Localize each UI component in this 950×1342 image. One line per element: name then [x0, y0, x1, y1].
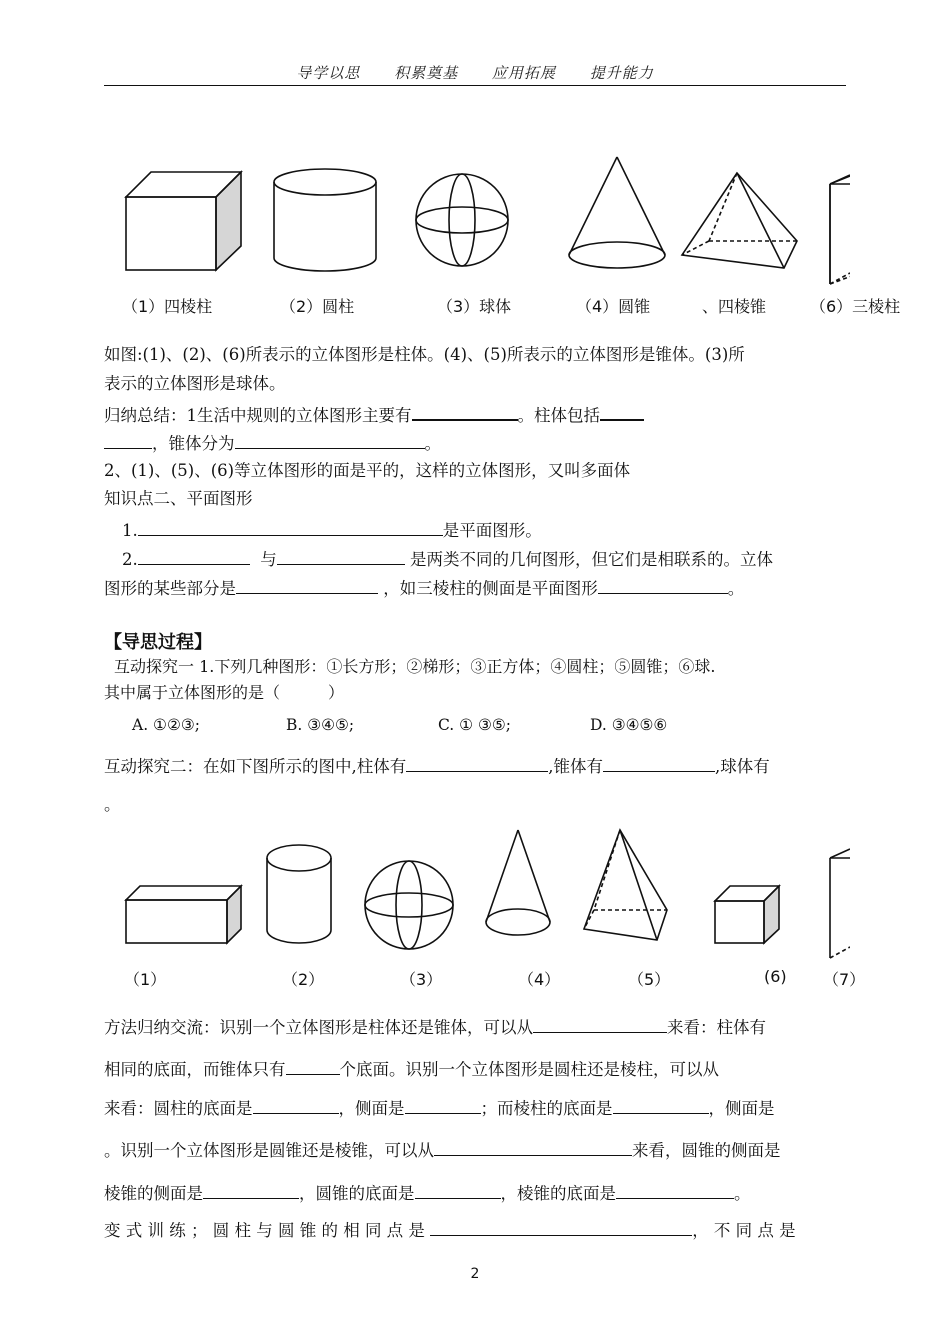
blank-main-solids[interactable]	[412, 401, 518, 421]
blank-pyramid-base[interactable]	[616, 1180, 734, 1199]
sphere-figure-2	[365, 861, 453, 949]
figure-label-3: （3）球体	[437, 297, 512, 316]
header-item-4: 提升能力	[589, 64, 654, 82]
option-a[interactable]: A. ①②③;	[132, 716, 200, 734]
page-number: 2	[470, 1266, 480, 1282]
blank-prisms[interactable]	[406, 753, 548, 772]
method-text-5d: 。	[734, 1184, 751, 1203]
figure-label-2: （2）圆柱	[280, 297, 355, 316]
blank-prism-base[interactable]	[613, 1095, 709, 1114]
blank-similarities[interactable]	[430, 1217, 692, 1236]
summary-text-a: 归纳总结：1生活中规则的立体图形主要有	[104, 406, 412, 425]
figure2-label-7: （7）	[823, 970, 866, 989]
option-d[interactable]: D. ③④⑤⑥	[590, 716, 668, 734]
blank-cone-types[interactable]	[235, 430, 425, 449]
blank-cone-base-count[interactable]	[286, 1056, 340, 1075]
tall-cylinder-figure	[267, 845, 331, 943]
figure2-label-4: （4）	[518, 970, 561, 989]
figure-label-4: （4）圆锥	[576, 297, 651, 316]
blank-prisms-include[interactable]	[600, 401, 644, 421]
summary-line-1	[104, 401, 644, 428]
blank-cylinder-side[interactable]	[405, 1095, 481, 1114]
rectangular-box-figure	[126, 886, 241, 943]
option-b[interactable]: B. ③④⑤;	[286, 716, 355, 734]
question-1-line-2: 其中属于立体图形的是（ ）	[104, 683, 345, 702]
small-box-figure	[715, 886, 779, 943]
cone-figure-2	[486, 830, 550, 935]
summary-line-2	[104, 430, 441, 456]
kp2-item-2-cont-a: 图形的某些部分是	[104, 579, 236, 598]
method-text-5b: ，圆锥的底面是	[299, 1184, 415, 1203]
knowledge-point-2-title: 知识点二、平面图形	[104, 489, 253, 508]
method-line-2	[104, 1056, 719, 1082]
method-text-2b: 个底面。识别一个立体图形是圆柱还是棱柱，可以从	[339, 1060, 719, 1079]
blank-cylinder-base[interactable]	[253, 1095, 339, 1114]
quadrangular-prism-figure	[126, 172, 241, 270]
pyramid-figure	[682, 173, 797, 268]
cylinder-figure	[274, 169, 376, 271]
blank-plane-figure-example[interactable]	[598, 575, 728, 594]
method-line-6	[104, 1217, 796, 1243]
blank-figure-type-b[interactable]	[277, 546, 405, 565]
question-2-text-b: ,锥体有	[548, 757, 603, 776]
figure2-label-5: （5）	[628, 970, 671, 989]
question-2-text-c: ,球体有	[715, 757, 770, 776]
method-line-5	[104, 1180, 751, 1206]
blank-identify-prism-cone[interactable]	[533, 1014, 667, 1033]
kp2-item-2	[122, 546, 773, 572]
kp2-item-1-text: 是平面图形。	[442, 521, 542, 540]
figure2-label-6: (6)	[764, 967, 787, 986]
blank-cone-base[interactable]	[415, 1180, 501, 1199]
blank-identify-cone-pyramid[interactable]	[434, 1137, 632, 1156]
summary-text-c: ，锥体分为	[152, 434, 235, 453]
header-item-3: 应用拓展	[491, 64, 556, 82]
blank-prisms-include-cont[interactable]	[104, 430, 152, 449]
triangular-prism-figure-2	[826, 840, 850, 964]
kp2-item-1	[122, 517, 542, 543]
header-item-1: 导学以思	[296, 64, 361, 82]
polyhedron-line: 2、(1)、(5)、(6)等立体图形的面是平的，这样的立体图形，又叫多面体	[104, 461, 631, 480]
kp2-item-1-num: 1.	[122, 521, 138, 540]
blank-cones[interactable]	[603, 753, 715, 772]
blank-plane-figure[interactable]	[138, 517, 443, 536]
blank-parts-of-solid[interactable]	[236, 575, 378, 594]
method-text-3c: ；而棱柱的底面是	[480, 1099, 613, 1118]
method-text-4b: 来看，圆锥的侧面是	[632, 1141, 781, 1160]
figure-row-1	[100, 145, 850, 290]
kp2-item-2-cont-b: ，如三棱柱的侧面是平面图形	[383, 579, 598, 598]
paragraph-line-1: 如图:(1)、(2)、(6)所表示的立体图形是柱体。(4)、(5)所表示的立体图形是锥体。(3)所	[104, 345, 745, 364]
pyramid-figure-2	[584, 830, 667, 940]
method-text-3b: ，侧面是	[338, 1099, 405, 1118]
question-2-line	[104, 753, 770, 779]
figure-row-2	[100, 825, 850, 955]
blank-pyramid-side[interactable]	[203, 1180, 299, 1199]
section-title: 【导思过程】	[104, 632, 212, 653]
method-text-6a: 变 式 训 练 ； 圆 柱 与 圆 锥 的 相 同 点 是	[104, 1221, 425, 1240]
method-text-1b: 来看：柱体有	[667, 1018, 766, 1037]
paragraph-line-2: 表示的立体图形是球体。	[104, 374, 286, 393]
method-text-3a: 来看：圆柱的底面是	[104, 1099, 253, 1118]
triangular-prism-figure-right	[826, 165, 850, 290]
summary-text-d: 。	[424, 434, 441, 453]
summary-text-b: 。柱体包括	[517, 406, 600, 425]
cone-figure	[569, 157, 665, 268]
kp2-item-2-text: 是两类不同的几何图形，但它们是相联系的。立体	[410, 550, 773, 569]
figure-label-6: （6）三棱柱	[810, 297, 901, 316]
method-line-3	[104, 1095, 775, 1121]
question-2-text-a: 互动探究二：在如下图所示的图中,柱体有	[104, 757, 407, 776]
kp2-item-2-and: 与	[260, 550, 277, 569]
figure-label-1: （1）四棱柱	[122, 297, 213, 316]
method-text-4a: 。识别一个立体图形是圆锥还是棱锥，可以从	[104, 1141, 434, 1160]
figure-label-5: 、四棱锥	[702, 297, 767, 316]
method-text-1a: 方法归纳交流：识别一个立体图形是柱体还是锥体，可以从	[104, 1018, 533, 1037]
question-1-line-1: 互动探究一 1.下列几种图形：①长方形；②梯形；③正方体；④圆柱；⑤圆锥；⑥球.	[114, 657, 716, 676]
method-text-3d: ，侧面是	[708, 1099, 775, 1118]
figure2-label-3: （3）	[400, 970, 443, 989]
method-line-4	[104, 1137, 781, 1163]
figure2-label-2: （2）	[282, 970, 325, 989]
figure2-label-1: （1）	[124, 970, 167, 989]
method-text-6b: ， 不 同 点 是	[692, 1221, 796, 1240]
method-text-2a: 相同的底面，而锥体只有	[104, 1060, 286, 1079]
kp2-item-2-num: 2.	[122, 550, 138, 569]
page-header	[104, 62, 846, 83]
method-text-5c: ，棱锥的底面是	[500, 1184, 616, 1203]
question-2-end: 。	[104, 795, 121, 814]
option-c[interactable]: C. ① ③⑤;	[438, 716, 511, 734]
header-item-2: 积累奠基	[394, 64, 459, 82]
header-rule	[104, 85, 846, 86]
method-line-1	[104, 1014, 766, 1040]
kp2-item-2-cont-c: 。	[727, 579, 745, 598]
method-text-5a: 棱锥的侧面是	[104, 1184, 203, 1203]
kp2-item-2-cont	[104, 575, 744, 601]
sphere-figure	[416, 174, 508, 266]
blank-figure-type-a[interactable]	[138, 546, 250, 565]
